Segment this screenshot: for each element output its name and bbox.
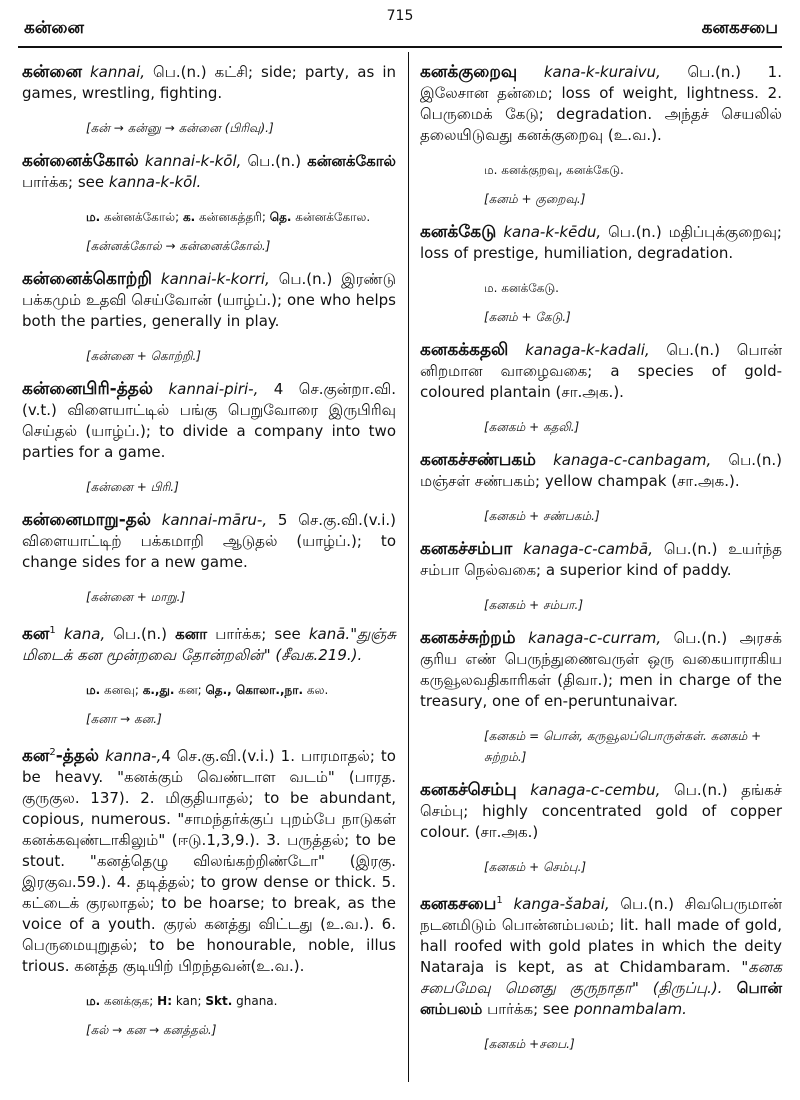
headword: கன bbox=[22, 746, 50, 766]
headword-suffix: -த்தல் bbox=[55, 746, 100, 766]
transliteration: kannai-piri-, bbox=[168, 380, 259, 398]
entry bbox=[22, 269, 396, 332]
header-rule bbox=[18, 46, 782, 48]
transliteration: kana-k-kuraivu, bbox=[543, 63, 661, 81]
cognates bbox=[86, 991, 396, 1012]
column-divider bbox=[408, 52, 409, 1082]
transliteration: kana, bbox=[63, 625, 106, 643]
entry bbox=[420, 222, 782, 264]
etymology: [கனகம் + சண்பகம்.] bbox=[484, 509, 600, 523]
entry bbox=[22, 379, 396, 463]
transliteration: kanaga-k-kadali, bbox=[525, 341, 650, 359]
cognate-lang: ம. bbox=[86, 994, 101, 1008]
etymology: [கனா → கன.] bbox=[86, 712, 162, 726]
right-column bbox=[420, 62, 782, 1067]
definition: பெ.(n.) கட்சி; side; party, as in games, wrestling, fighting. bbox=[22, 63, 396, 102]
page-header bbox=[0, 0, 800, 48]
definition: பெ.(n.) மதிப்புக்குறைவு; loss of prestige, humiliation, degradation. bbox=[420, 223, 782, 262]
cognates bbox=[86, 680, 396, 701]
page-number: 715 bbox=[386, 8, 414, 24]
headword: கனகக்கதலி bbox=[420, 340, 509, 360]
headword: கனக்கேடு bbox=[420, 222, 497, 242]
headword: கன்னை bbox=[22, 62, 82, 82]
headword: கன்னைமாறு-தல் bbox=[22, 510, 151, 530]
homonym-number: 2 bbox=[49, 747, 56, 758]
etymology: [கனகம் + செம்பு.] bbox=[484, 860, 587, 874]
etymology: [கல் → கன → கனத்தல்.] bbox=[86, 1023, 217, 1037]
transliteration: kannai-k-korri, bbox=[160, 270, 270, 288]
left-column bbox=[22, 62, 396, 1053]
cross-reference: கனா bbox=[175, 625, 208, 643]
definition: பெ.(n.) சிவபெருமான் நடனமிடும் பொன்னம்பலம்; lit. hall made of gold, hall roofed with gold plates in which the deity Nataraja is kept, as at Chidambaram. bbox=[420, 895, 782, 976]
cognate-lang: தெ. bbox=[269, 210, 292, 224]
entry bbox=[420, 340, 782, 403]
definition: 4 செ.குன்றா.வி.(v.t.) விளையாட்டில் பங்கு பெறுவோரை இருபிரிவு செய்தல் (யாழ்ப்.); to divide a company into two parties for a game. bbox=[22, 380, 396, 461]
headword: கனகசபை bbox=[420, 894, 497, 914]
definition: 5 செ.கு.வி.(v.i.) விளையாட்டிற் பக்கமாறி ஆடுதல் (யாழ்ப்.); to change sides for a new game. bbox=[22, 511, 396, 571]
cognate-lang: க. bbox=[182, 210, 196, 224]
transliteration: kannai, bbox=[89, 63, 146, 81]
transliteration: kannai-māru-, bbox=[161, 511, 268, 529]
definition: பார்க்க; see bbox=[22, 173, 109, 191]
etymology: [கன்னை + மாறு.] bbox=[86, 590, 186, 604]
cognates: ம. கனக்கேடு. bbox=[484, 281, 559, 295]
etymology: [கன்னை + கொற்றி.] bbox=[86, 349, 201, 363]
headword: கனகச்சுற்றம் bbox=[420, 628, 516, 648]
cognate-word: கன்னக்கோல்; bbox=[100, 210, 183, 224]
cognate-word: கன்னகத்தரி; bbox=[195, 210, 270, 224]
entry bbox=[22, 510, 396, 573]
etymology: [கனம் + குறைவு.] bbox=[484, 192, 586, 206]
cognate-lang: ம. bbox=[86, 683, 101, 697]
definition: பெ.(n.) bbox=[241, 152, 308, 170]
cognate-word: கனவு; bbox=[100, 683, 143, 697]
definition: பார்க்க; see bbox=[207, 625, 309, 643]
cognate-word: கன; bbox=[174, 683, 206, 697]
etymology: [கனகம் = பொன், கருவூலப்பொருள்கள். கனகம் + சுற்றம்.] bbox=[484, 729, 762, 764]
transliteration: kanaga-c-curram, bbox=[528, 629, 662, 647]
etymology: [கன் → கன்னு → கன்னை (பிரிவு).] bbox=[86, 121, 274, 135]
etymology: [கனகம் + கதலி.] bbox=[484, 420, 580, 434]
cognates: ம. கனக்குறவு, கனக்கேடு. bbox=[484, 163, 624, 177]
transliteration: kanga-šabai, bbox=[513, 895, 610, 913]
cognate-word: கனக்குக; bbox=[100, 994, 158, 1008]
cognates bbox=[86, 207, 396, 228]
quotation: "துஞ்சு மிடைக் கன மூன்றவை தோன்றலின்" (சீவக.219.). bbox=[22, 625, 396, 664]
headword: கன bbox=[22, 624, 50, 644]
entry bbox=[420, 62, 782, 146]
entry bbox=[22, 620, 396, 666]
etymology: [கனகம் + சம்பா.] bbox=[484, 598, 584, 612]
definition: பார்க்க; see bbox=[482, 1000, 574, 1018]
cognate-word: ghana. bbox=[232, 994, 278, 1008]
see-also: kanā. bbox=[308, 625, 351, 643]
headword: கன்னைபிரி-த்தல் bbox=[22, 379, 153, 399]
headword: கன்னைக்கோல் bbox=[22, 151, 139, 171]
cross-reference: கன்னக்கோல் bbox=[307, 152, 396, 170]
entry bbox=[420, 450, 782, 492]
transliteration: kana-k-kēdu, bbox=[503, 223, 602, 241]
definition: பெ.(n.) பொன் னிறமான வாழைவகை; a species of gold- coloured plantain (சா.அக.). bbox=[420, 341, 782, 401]
headword: கனகச்சண்பகம் bbox=[420, 450, 536, 470]
etymology: [கன்னை + பிரி.] bbox=[86, 480, 179, 494]
definition: பெ.(n.) bbox=[105, 625, 176, 643]
headword: கனகச்செம்பு bbox=[420, 780, 517, 800]
transliteration: kanaga-c-cembu, bbox=[530, 781, 661, 799]
entry bbox=[22, 151, 396, 193]
cognate-lang: Skt. bbox=[205, 994, 233, 1008]
definition: பெ.(n.) தங்கச் செம்பு; highly concentrated gold of copper colour. (சா.அக.) bbox=[420, 781, 782, 841]
cognate-word: கன்னக்கோல. bbox=[291, 210, 371, 224]
entry bbox=[420, 628, 782, 712]
definition: பெ.(n.) அரசக் குரிய எண் பெருந்துணைவருள் ஒரு வகையாராகிய கருவூலவதிகாரிகள் (திவா.); men in charge of the treasury, one of en-peruntunaivar. bbox=[420, 629, 782, 710]
see-also: kanna-k-kōl. bbox=[108, 173, 202, 191]
entry bbox=[420, 539, 782, 581]
cognate-lang: ம. bbox=[86, 210, 101, 224]
headword: கன்னைக்கொற்றி bbox=[22, 269, 152, 289]
entry bbox=[420, 780, 782, 843]
headword: கனகச்சம்பா bbox=[420, 539, 513, 559]
transliteration: kanaga-c-canbagam, bbox=[553, 451, 712, 469]
definition: பெ.(n.) உயர்ந்த சம்பா நெல்வகை; a superior kind of paddy. bbox=[420, 540, 782, 579]
transliteration: kannai-k-kōl, bbox=[144, 152, 242, 170]
definition: பெ.(n.) 1. இலேசான தன்மை; loss of weight, lightness. 2. பெருமைக் கேடு; degradation. அந்தச் செயலில் தலையிடுவது கனக்குறைவு (உ.வ.). bbox=[420, 63, 782, 144]
cognate-lang: H: bbox=[157, 994, 172, 1008]
cross-reference: பொன் னம்பலம் bbox=[420, 979, 782, 1018]
etymology: [கனகம் +சபை.] bbox=[484, 1037, 575, 1051]
homonym-number: 1 bbox=[496, 895, 503, 906]
etymology: [கன்னக்கோல் → கன்னைக்கோல்.] bbox=[86, 239, 271, 253]
definition: பெ.(n.) மஞ்சள் சண்பகம்; yellow champak (சா.அக.). bbox=[420, 451, 782, 490]
entry bbox=[420, 890, 782, 1020]
definition: பெ.(n.) இரண்டு பக்கமும் உதவி செய்வோன் (யாழ்ப்.); one who helps both the parties, generally in play. bbox=[22, 270, 396, 330]
entry bbox=[22, 62, 396, 104]
headword: கனக்குறைவு bbox=[420, 62, 518, 82]
cognate-lang: தெ., கொலா.,நா. bbox=[205, 683, 304, 697]
header-last-word: கனகசபை bbox=[701, 18, 778, 38]
transliteration: kanaga-c-cambā, bbox=[523, 540, 654, 558]
entry bbox=[22, 742, 396, 977]
cognate-word: கல. bbox=[303, 683, 329, 697]
header-first-word: கன்னை bbox=[24, 18, 84, 38]
cognate-lang: க.,து. bbox=[142, 683, 175, 697]
quotation: "கனக சபைமேவு மெனது குருநாதா" (திருப்பு.). bbox=[420, 958, 782, 997]
homonym-number: 1 bbox=[49, 625, 56, 636]
see-also: ponnambalam. bbox=[573, 1000, 687, 1018]
cognate-word: kan; bbox=[172, 994, 206, 1008]
definition: 4 செ.கு.வி.(v.i.) 1. பாரமாதல்; to be heavy. "கனக்கும் வெண்டாள வடம்" (பாரத. குருகுல. 137). 2. மிகுதியாதல்; to be abundant, copious, numerous. "சாமந்தர்க்குப் புறம்பே நாடுகள் கனக்கவுண்டாகிலும்" (ஈடு.1,3,9.). 3. பருத்தல்; to be stout. "கனத்தெழு விலங்கற்றிண்டோ" (இரகு. இரகுவ.59.). 4. தடித்தல்; to grow dense or thick. 5. கட்டைக் குரலாதல்; to be hoarse; to break, as the voice of a youth. குரல் கனத்து விட்டது (உ.வ.). 6. பெருமையுறுதல்; to be honourable, noble, illus trious. கனத்த குடியிற் பிறந்தவன்(உ.வ.). bbox=[22, 747, 396, 975]
transliteration: kanna-, bbox=[105, 747, 162, 765]
etymology: [கனம் + கேடு.] bbox=[484, 310, 571, 324]
